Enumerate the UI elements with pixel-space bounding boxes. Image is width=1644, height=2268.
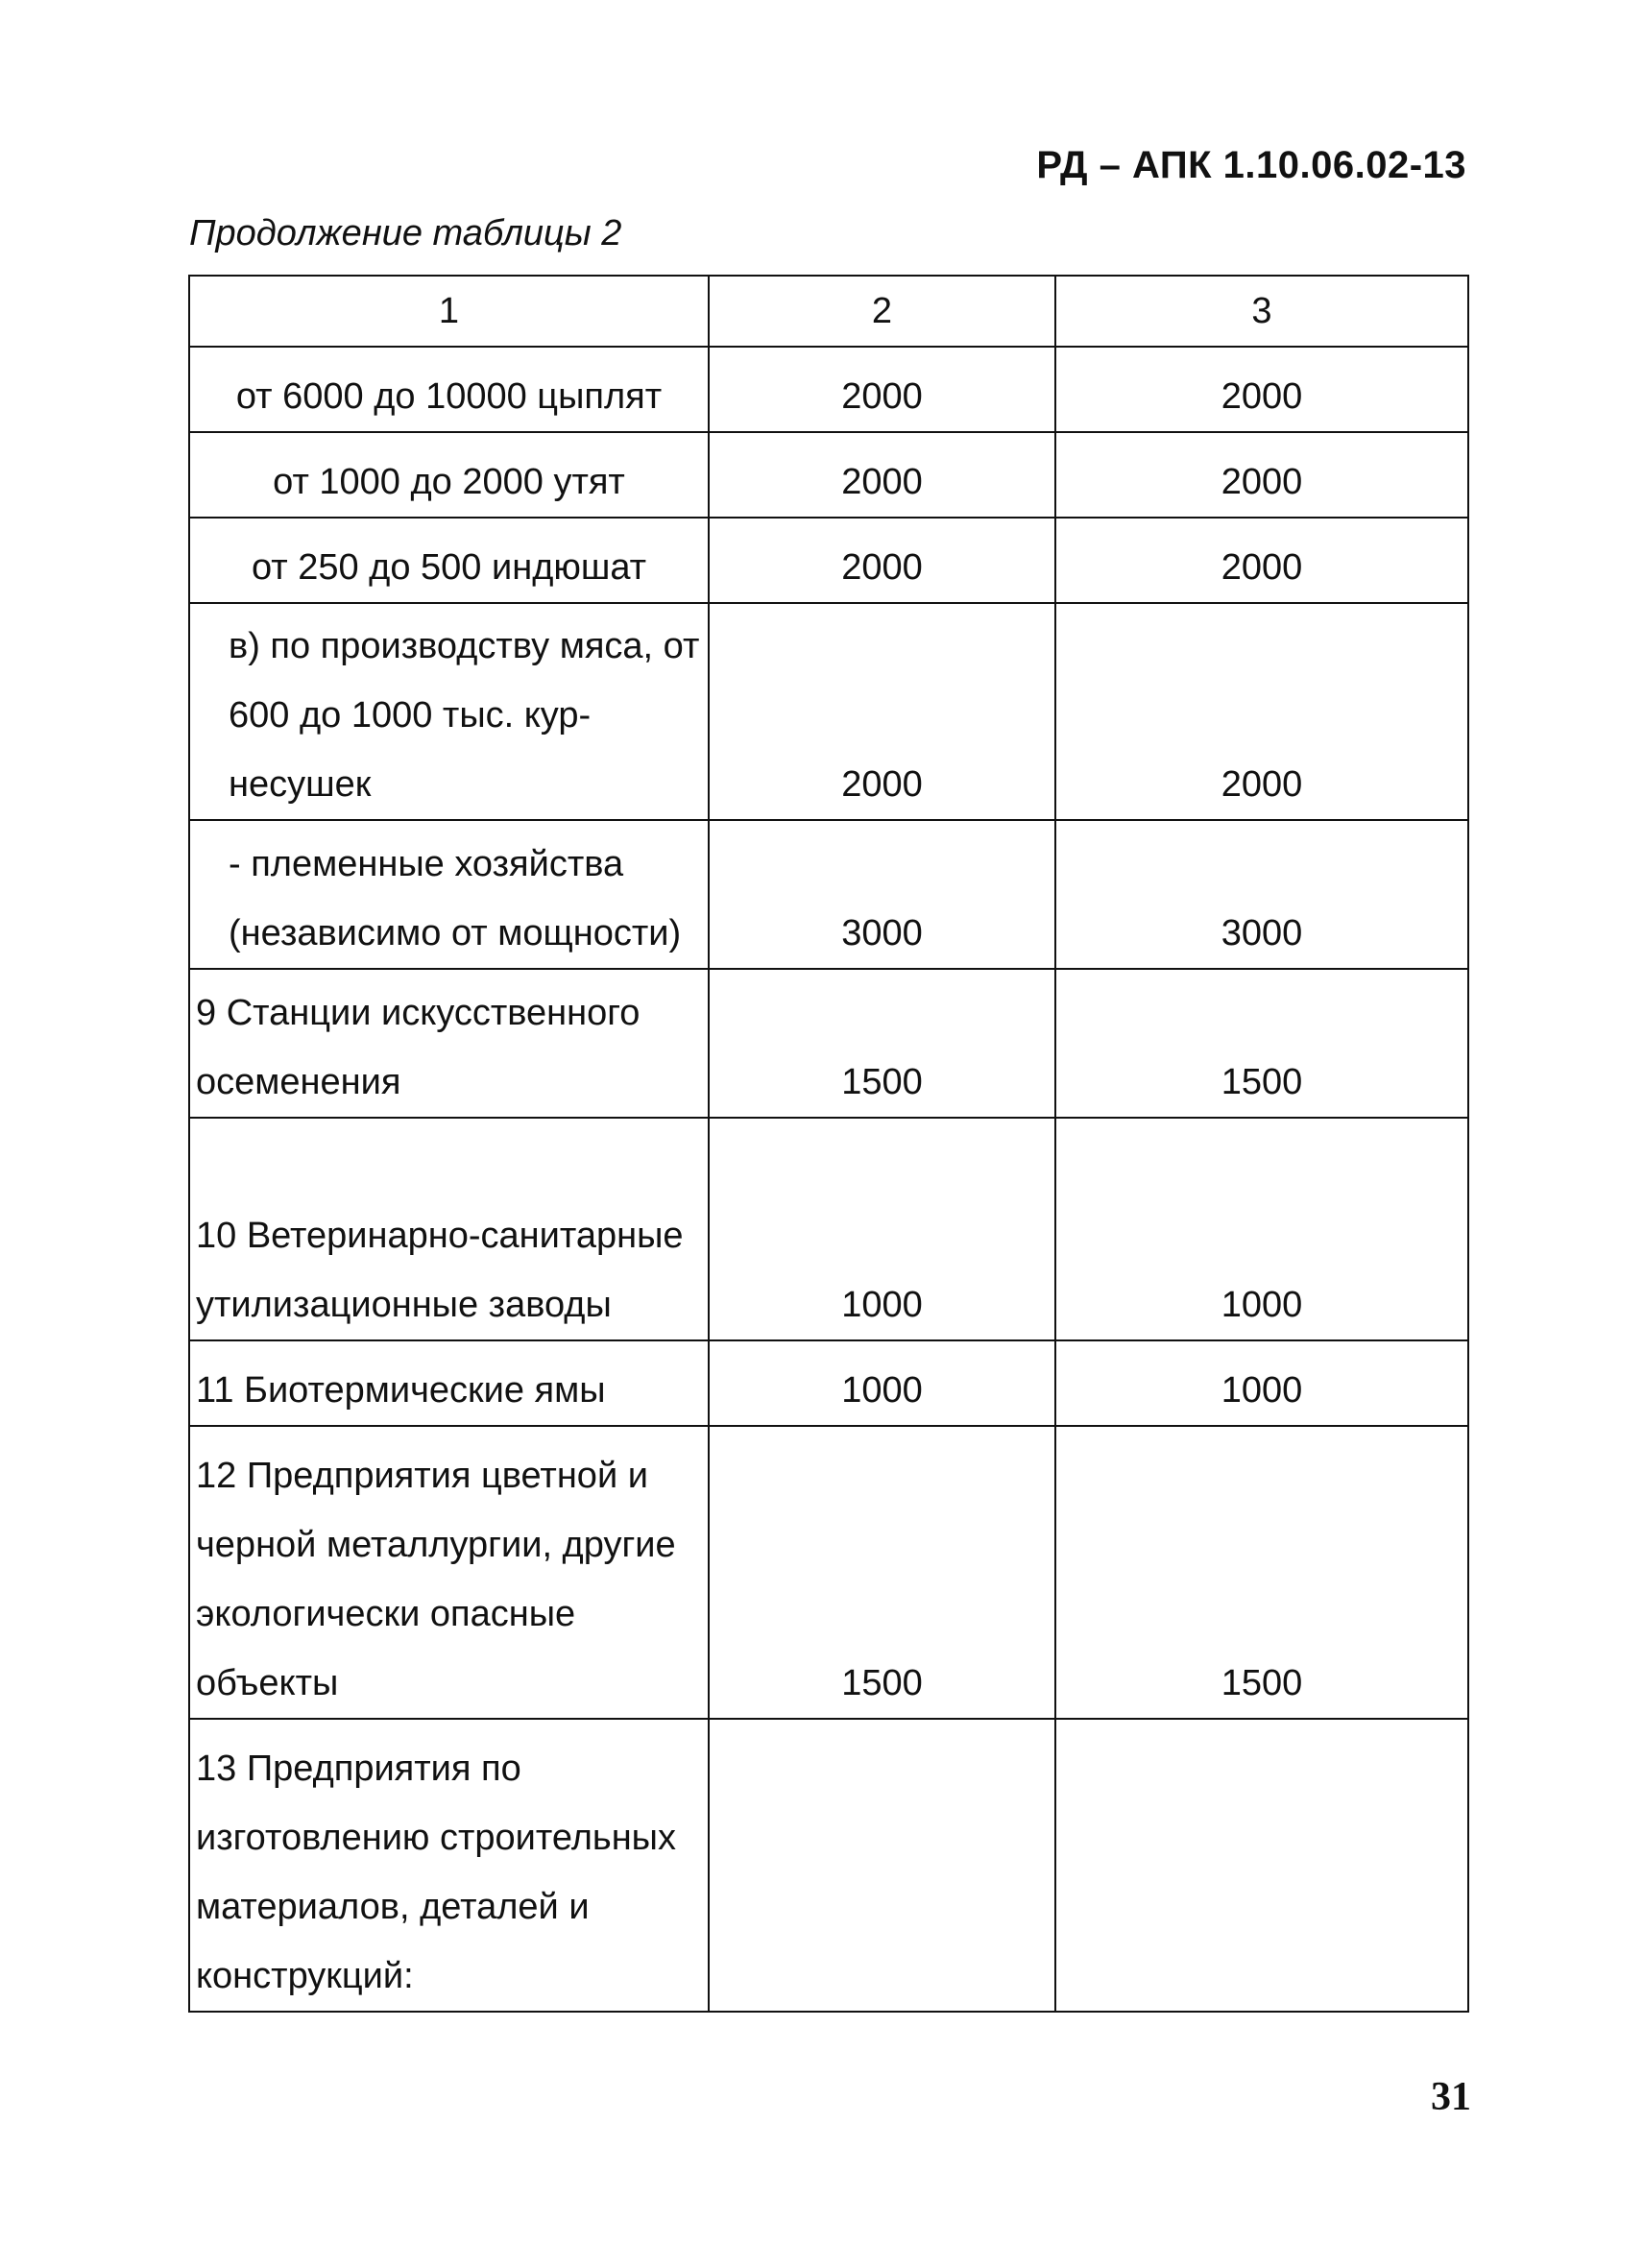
row-value-col3: 1500: [1055, 969, 1468, 1118]
column-header-3: 3: [1055, 276, 1468, 347]
row-label: от 250 до 500 индюшат: [189, 518, 709, 603]
row-value-col3: 2000: [1055, 603, 1468, 820]
row-value-col2: 2000: [709, 603, 1055, 820]
document-code: РД – АПК 1.10.06.02-13: [1036, 144, 1466, 186]
row-value-col3: 2000: [1055, 432, 1468, 518]
row-value-col2: 1500: [709, 1426, 1055, 1719]
row-label: 13 Предприятия по изготовлению строительных материалов, деталей и конструкций:: [189, 1719, 709, 2012]
row-value-col2: 1000: [709, 1340, 1055, 1426]
row-value-col2: 1000: [709, 1118, 1055, 1340]
table-row: [189, 969, 1468, 1118]
table-caption: Продолжение таблицы 2: [189, 213, 622, 253]
row-value-col3: 2000: [1055, 347, 1468, 432]
row-value-col3: [1055, 1719, 1468, 2012]
table-row: [189, 603, 1468, 820]
table-header-row: [189, 276, 1468, 347]
row-value-col2: 2000: [709, 432, 1055, 518]
row-value-col3: 1000: [1055, 1118, 1468, 1340]
table-row: [189, 820, 1468, 969]
table-row: [189, 1340, 1468, 1426]
page-number: 31: [1431, 2075, 1471, 2119]
data-table: [188, 275, 1469, 2013]
row-label: от 6000 до 10000 цыплят: [189, 347, 709, 432]
table-row: [189, 1719, 1468, 2012]
column-header-1: 1: [189, 276, 709, 347]
row-label: 10 Ветеринарно-санитарные утилизационные заводы: [189, 1118, 709, 1340]
table-row: [189, 432, 1468, 518]
row-value-col3: 3000: [1055, 820, 1468, 969]
row-value-col2: [709, 1719, 1055, 2012]
row-value-col3: 1000: [1055, 1340, 1468, 1426]
table-row: [189, 347, 1468, 432]
row-label: 11 Биотермические ямы: [189, 1340, 709, 1426]
table-row: [189, 1426, 1468, 1719]
row-value-col2: 2000: [709, 518, 1055, 603]
table-row: [189, 1118, 1468, 1340]
row-label: в) по производству мяса, от 600 до 1000 тыс. кур-несушек: [189, 603, 709, 820]
row-label: от 1000 до 2000 утят: [189, 432, 709, 518]
row-value-col2: 1500: [709, 969, 1055, 1118]
row-label: 12 Предприятия цветной и черной металлургии, другие экологически опасные объекты: [189, 1426, 709, 1719]
row-label: - племенные хозяйства (независимо от мощности): [189, 820, 709, 969]
row-value-col3: 1500: [1055, 1426, 1468, 1719]
row-label: 9 Станции искусственного осеменения: [189, 969, 709, 1118]
table-row: [189, 518, 1468, 603]
column-header-2: 2: [709, 276, 1055, 347]
row-value-col3: 2000: [1055, 518, 1468, 603]
row-value-col2: 3000: [709, 820, 1055, 969]
row-value-col2: 2000: [709, 347, 1055, 432]
